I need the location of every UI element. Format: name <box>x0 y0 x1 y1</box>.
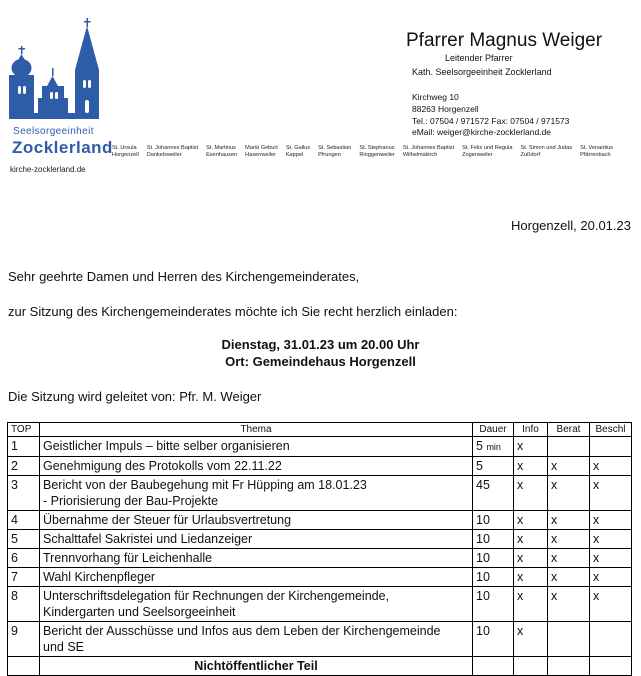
parish-list <box>112 145 634 159</box>
table-header-row <box>8 423 632 437</box>
table-row: 1 Geistlicher Impuls – bitte selber organisieren 5 min x <box>8 437 632 457</box>
address-city: 88263 Horgenzell <box>412 103 479 114</box>
table-row: 2 Genehmigung des Protokolls vom 22.11.22 5 x x x <box>8 457 632 476</box>
logo-text-line1: Seelsorgeeinheit <box>13 126 94 137</box>
date-line: Horgenzell, 20.01.23 <box>511 218 631 233</box>
meeting-place: Ort: Gemeindehaus Horgenzell <box>225 354 416 369</box>
closed-section-label: Nichtöffentlicher Teil <box>40 657 473 676</box>
pastor-name: Pfarrer Magnus Weiger <box>406 30 603 51</box>
col-header-advise: Berat <box>548 423 590 437</box>
table-row: 6 Trennvorhang für Leichenhalle 10 x x x <box>8 549 632 568</box>
agenda-table <box>7 422 632 676</box>
table-row: 7 Wahl Kirchenpfleger 10 x x x <box>8 568 632 587</box>
parish-item: St. Simon und Judas Zußdorf <box>520 145 573 158</box>
address-block <box>412 92 569 139</box>
col-header-topic: Thema <box>40 423 473 437</box>
salutation: Sehr geehrte Damen und Herren des Kirchengemeinderates, <box>8 269 360 284</box>
parish-item: St. Johannes Baptist Dankelsweiler <box>146 145 199 158</box>
pastor-unit: Kath. Seelsorgeeinheit Zocklerland <box>412 67 552 77</box>
table-row: 3 Bericht von der Baubegehung mit Fr Hüpping am 18.01.23 - Priorisierung der Bau-Projekte 45 x x x <box>8 476 632 511</box>
address-phone: Tel.: 07504 / 971572 Fax: 07504 / 971573 <box>412 115 570 126</box>
parish-item: St. Martinus Esenhausen <box>206 145 238 158</box>
parish-item: St. Stephanus Ringgenweiler <box>359 145 395 158</box>
parish-item: St. Johannes Baptist Wilhelmskirch <box>402 145 455 158</box>
pastor-role: Leitender Pfarrer <box>445 53 513 63</box>
parish-item: St. Felix und Regula Zogenweiler <box>462 145 513 158</box>
col-header-duration: Dauer <box>473 423 514 437</box>
col-header-info: Info <box>514 423 548 437</box>
chair-line: Die Sitzung wird geleitet von: Pfr. M. Weiger <box>8 389 262 404</box>
table-row: 4 Übernahme der Steuer für Urlaubsvertretung 10 x x x <box>8 511 632 530</box>
website-link[interactable]: kirche-zocklerland.de <box>10 165 86 174</box>
intro-text: zur Sitzung des Kirchengemeinderates möchte ich Sie recht herzlich einladen: <box>8 304 458 319</box>
closed-section-row <box>8 657 632 676</box>
meeting-datetime: Dienstag, 31.01.23 um 20.00 Uhr <box>221 337 420 352</box>
parish-item: Mariä Geburt Hasenweiler <box>245 145 278 158</box>
parish-item: St. Venantius Pfärrenbach <box>580 145 614 158</box>
parish-item: St. Sebastian Pfrungen <box>318 145 352 158</box>
parish-item: St. Ursula Horgenzell <box>112 145 139 158</box>
address-email[interactable]: eMail: weiger@kirche-zocklerland.de <box>412 127 552 138</box>
table-row: 8 Unterschriftsdelegation für Rechnungen der Kirchengemeinde, Kindergarten und Seelsorgeeinheit 10 x x x <box>8 587 632 622</box>
logo-text-line2: Zocklerland <box>12 138 113 157</box>
table-row: 5 Schalttafel Sakristei und Liedanzeiger 10 x x x <box>8 530 632 549</box>
address-street: Kirchweg 10 <box>412 92 459 102</box>
table-row: 9 Bericht der Ausschüsse und Infos aus dem Leben der Kirchengemeinde und SE 10 x <box>8 622 632 657</box>
parish-item: St. Gallus Kappel <box>285 145 311 158</box>
col-header-top: TOP <box>8 423 40 437</box>
col-header-decide: Beschl <box>590 423 632 437</box>
